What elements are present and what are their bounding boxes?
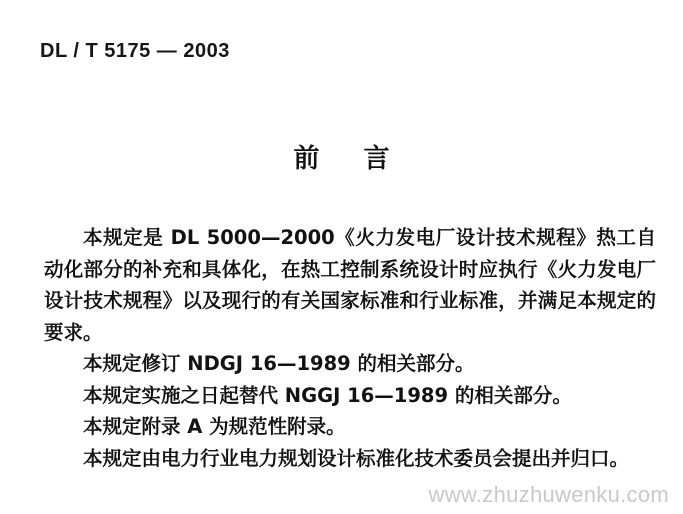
- site-watermark: www.zhuzhuwenku.com: [428, 482, 669, 507]
- preface-body: [44, 222, 656, 474]
- paragraph-appendix: 本规定附录 A 为规范性附录。: [83, 415, 346, 438]
- paragraph-proposer: 本规定由电力行业电力规划设计标准化技术委员会提出并归口。: [83, 446, 630, 470]
- paragraph-scope: 本规定是 DL 5000—2000《火力发电厂设计技术规程》热工自动化部分的补充和具体化，在热工控制系统设计时应执行《火力发电厂设计技术规程》以及现行的有关国家标准和行业标准，并满足本规定的要求。: [44, 226, 656, 344]
- paragraph-replacement: 本规定实施之日起替代 NGGJ 16—1989 的相关部分。: [83, 383, 572, 407]
- document-code: DL / T 5175 — 2003: [40, 40, 230, 62]
- paragraph-revision: 本规定修订 NDGJ 16—1989 的相关部分。: [83, 352, 475, 375]
- section-title: 前言: [293, 144, 434, 174]
